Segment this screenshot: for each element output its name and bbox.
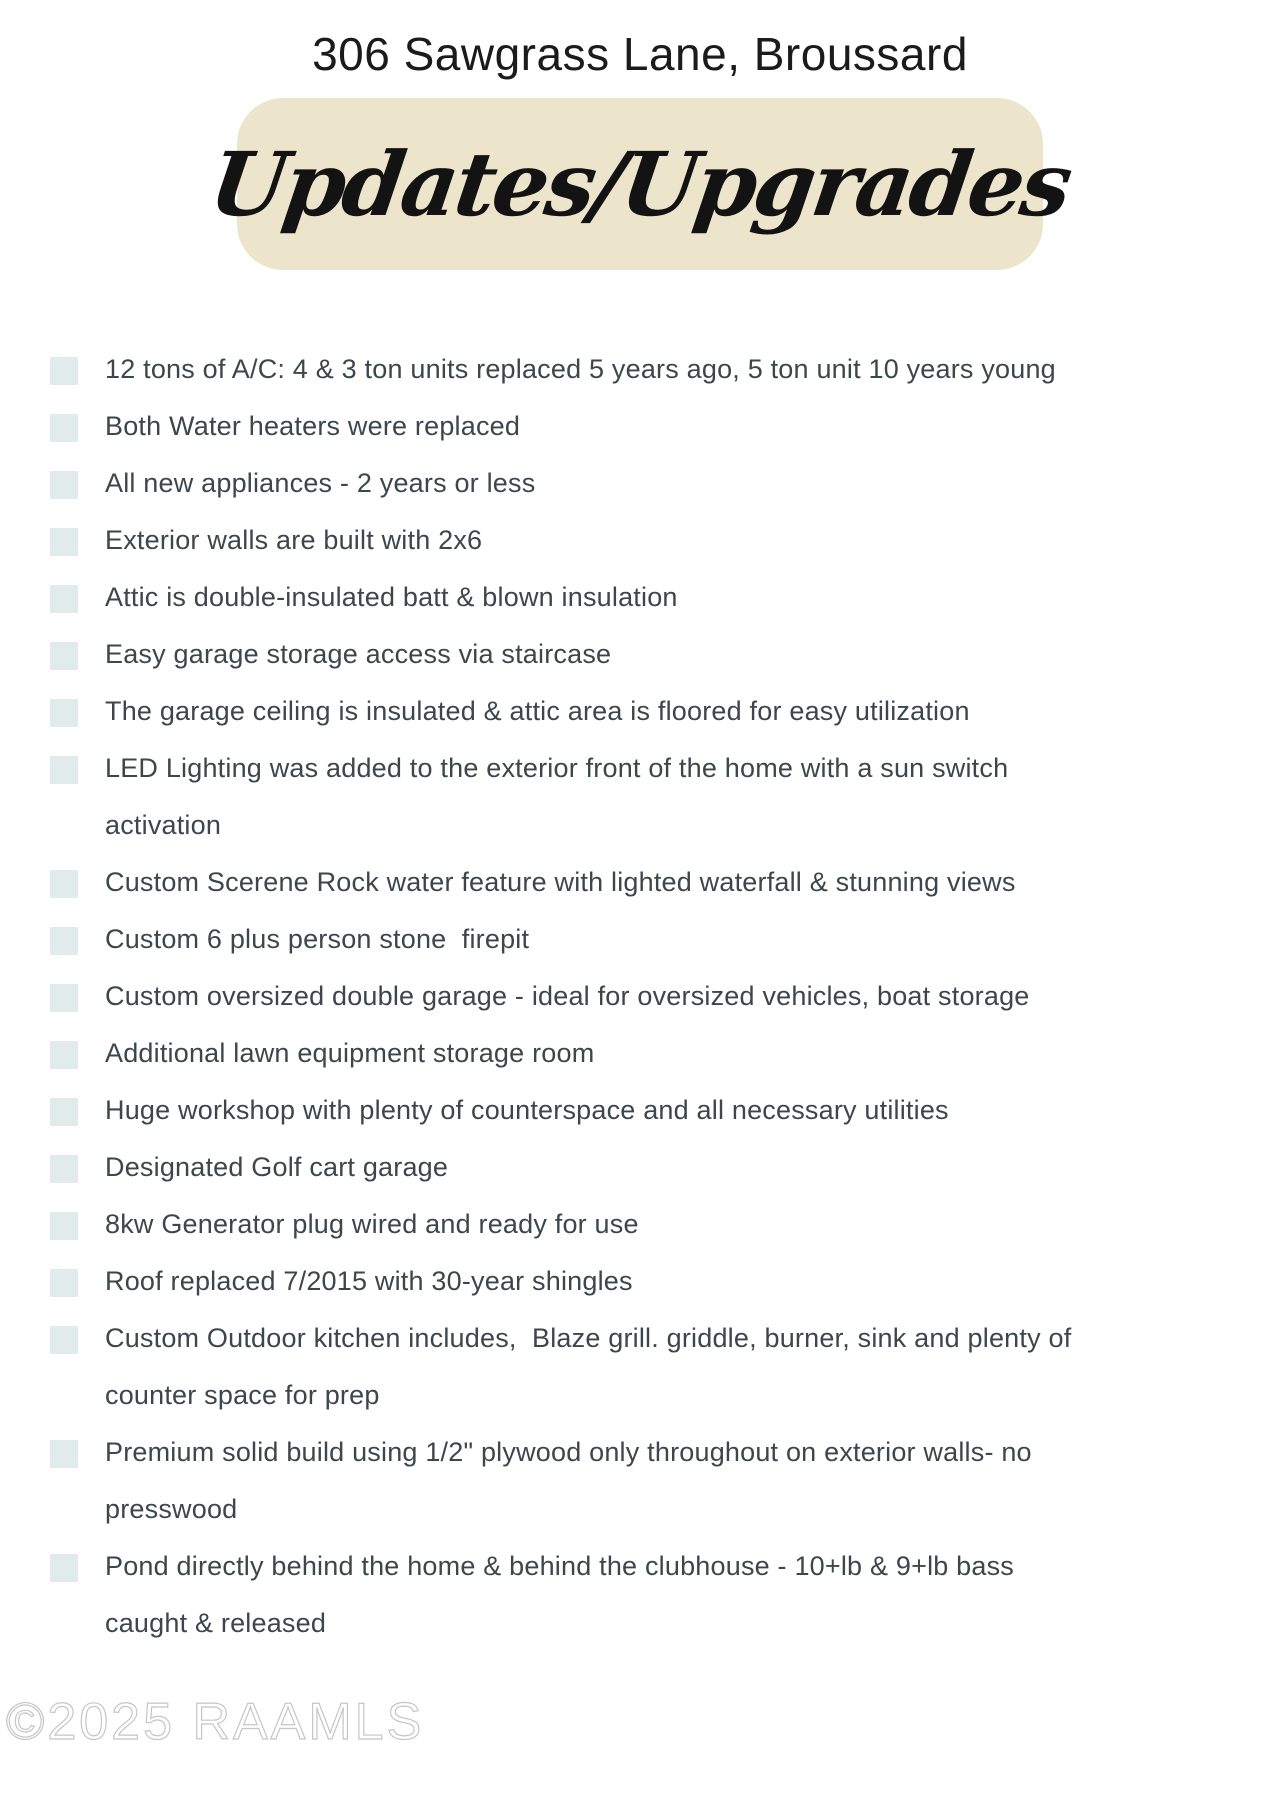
list-item [50,911,1230,968]
item-text [105,1139,1230,1196]
item-line: Premium solid build using 1/2" plywood only throughout on exterior walls- no [105,1437,1032,1467]
square-bullet-icon [50,528,78,556]
upgrades-list [50,341,1230,1652]
item-text [105,398,1230,455]
item-line: Attic is double-insulated batt & blown insulation [105,582,678,612]
item-text [105,1196,1230,1253]
item-line: Both Water heaters were replaced [105,411,521,441]
item-text [105,1082,1230,1139]
square-bullet-icon [50,642,78,670]
item-text [105,626,1230,683]
item-text [105,911,1230,968]
item-text [105,455,1230,512]
list-item [50,1253,1230,1310]
item-line: Custom Outdoor kitchen includes, Blaze grill. griddle, burner, sink and plenty of [105,1323,1072,1353]
square-bullet-icon [50,471,78,499]
item-text [105,569,1230,626]
page-title: 306 Sawgrass Lane, Broussard [312,28,968,80]
square-bullet-icon [50,699,78,727]
list-item [50,968,1230,1025]
list-item [50,1424,1230,1538]
item-text [105,683,1230,740]
item-line: LED Lighting was added to the exterior front of the home with a sun switch [105,753,1009,783]
item-text [105,1424,1230,1538]
banner-label: Updates/Upgrades [203,132,1077,236]
item-line: The garage ceiling is insulated & attic area is floored for easy utilization [105,696,970,726]
item-text [105,341,1230,398]
item-line: counter space for prep [105,1380,380,1410]
updates-banner [203,98,1077,270]
square-bullet-icon [50,1212,78,1240]
list-item [50,455,1230,512]
item-line: presswood [105,1494,238,1524]
item-line: Roof replaced 7/2015 with 30-year shingles [105,1266,633,1296]
item-line: Huge workshop with plenty of counterspace and all necessary utilities [105,1095,949,1125]
item-text [105,1310,1230,1424]
item-line: Custom 6 plus person stone firepit [105,924,530,954]
square-bullet-icon [50,1155,78,1183]
square-bullet-icon [50,1041,78,1069]
item-line: 12 tons of A/C: 4 & 3 ton units replaced 5 years ago, 5 ton unit 10 years young [105,354,1056,384]
item-line: Easy garage storage access via staircase [105,639,612,669]
list-item [50,626,1230,683]
list-item [50,1310,1230,1424]
list-item [50,1082,1230,1139]
item-line: Pond directly behind the home & behind the clubhouse - 10+lb & 9+lb bass [105,1551,1015,1581]
list-item [50,740,1230,854]
item-text [105,968,1230,1025]
watermark: ©2025 RAAMLS [6,1693,425,1751]
item-text [105,512,1230,569]
square-bullet-icon [50,414,78,442]
square-bullet-icon [50,927,78,955]
list-item [50,398,1230,455]
square-bullet-icon [50,1440,78,1468]
item-text [105,854,1230,911]
item-line: caught & released [105,1608,327,1638]
item-line: Custom Scerene Rock water feature with lighted waterfall & stunning views [105,867,1016,897]
list-item [50,683,1230,740]
square-bullet-icon [50,984,78,1012]
item-line: Exterior walls are built with 2x6 [105,525,483,555]
item-line: Custom oversized double garage - ideal for oversized vehicles, boat storage [105,981,1030,1011]
item-line: Designated Golf cart garage [105,1152,449,1182]
square-bullet-icon [50,1098,78,1126]
square-bullet-icon [50,870,78,898]
list-item [50,854,1230,911]
list-item [50,1025,1230,1082]
list-item [50,1139,1230,1196]
list-item [50,1538,1230,1652]
item-text [105,1253,1230,1310]
list-item [50,1196,1230,1253]
item-line: 8kw Generator plug wired and ready for use [105,1209,639,1239]
list-item [50,512,1230,569]
item-line: All new appliances - 2 years or less [105,468,536,498]
square-bullet-icon [50,585,78,613]
item-line: activation [105,810,222,840]
item-text [105,1025,1230,1082]
item-text [105,740,1230,854]
list-item [50,341,1230,398]
square-bullet-icon [50,1326,78,1354]
square-bullet-icon [50,1269,78,1297]
item-text [105,1538,1230,1652]
square-bullet-icon [50,756,78,784]
square-bullet-icon [50,357,78,385]
list-item [50,569,1230,626]
item-line: Additional lawn equipment storage room [105,1038,595,1068]
square-bullet-icon [50,1554,78,1582]
